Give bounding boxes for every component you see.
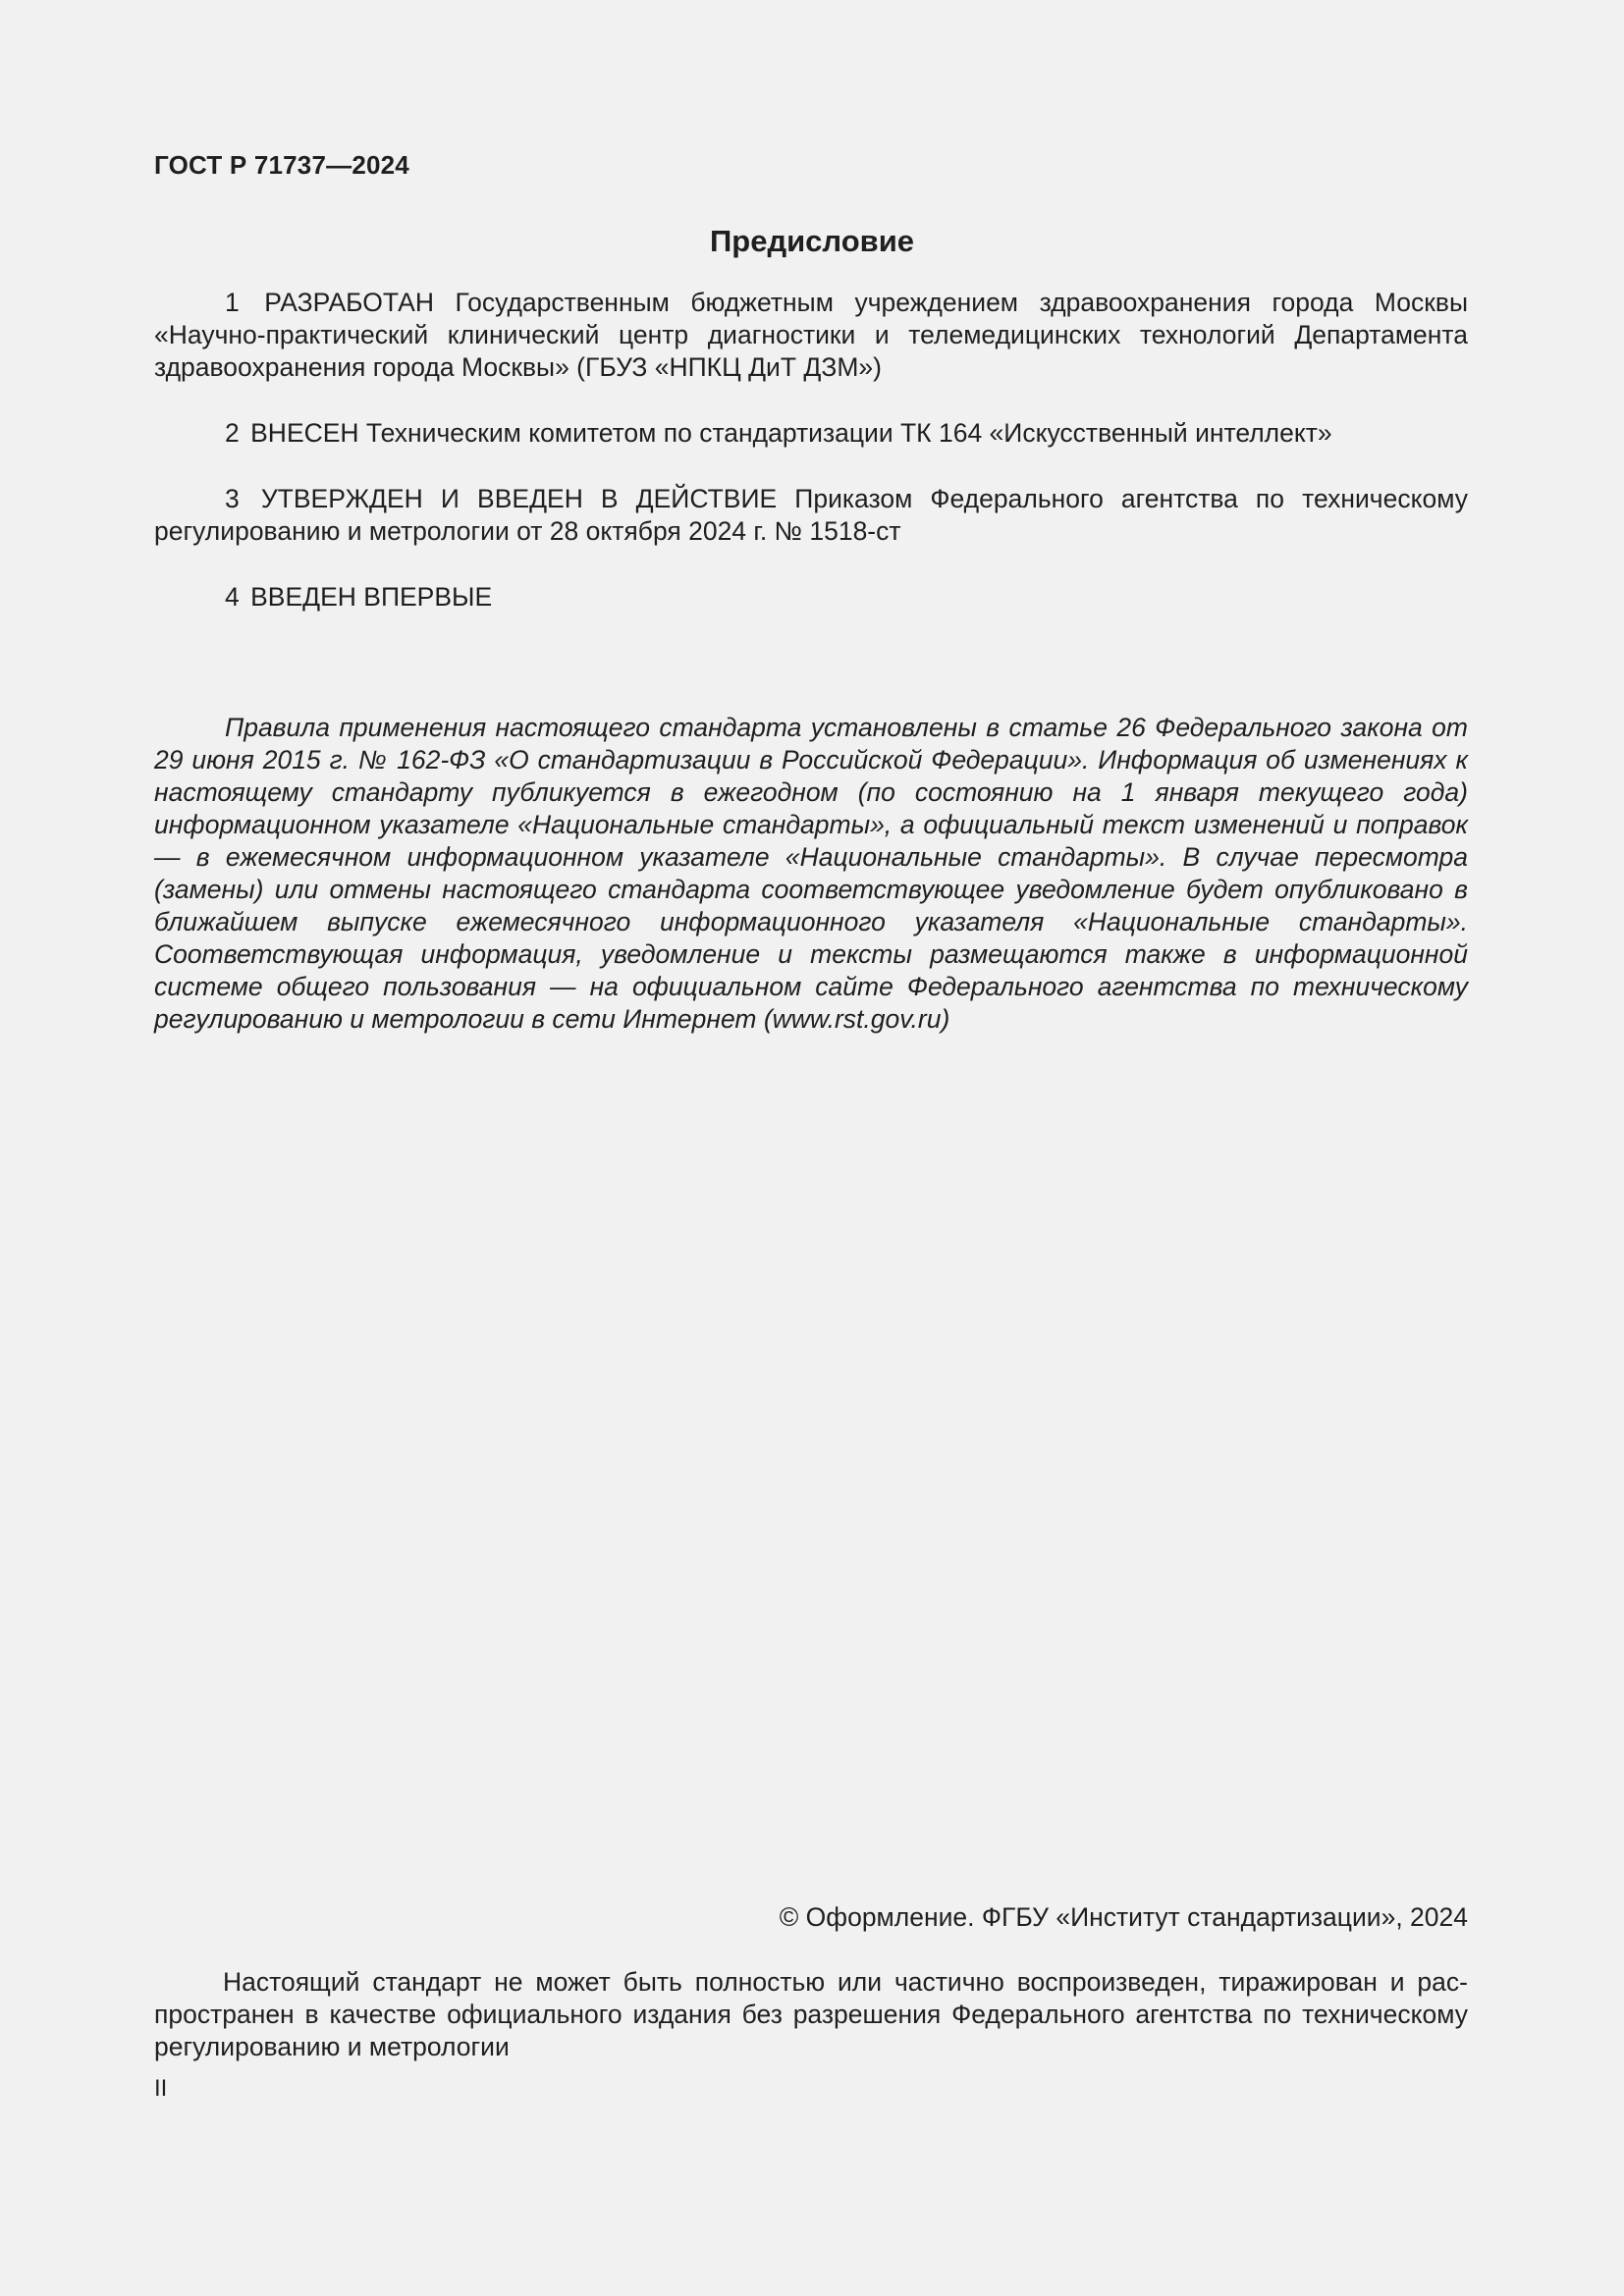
item-text: РАЗРАБОТАН Государственным бюджетным учреждением здравоохранения города Москвы «Научно-практический клинический центр диагностики и телемедицинских технологий Департамента здравоохранения города Москвы» (ГБУЗ «НПКЦ ДиТ ДЗМ») bbox=[154, 288, 1468, 382]
foreword-item-1 bbox=[154, 287, 1468, 384]
foreword-item-3 bbox=[154, 483, 1468, 548]
page-title: Предисловие bbox=[709, 224, 914, 258]
item-text: УТВЕРЖДЕН И ВВЕДЕН В ДЕЙСТВИЕ Приказом Федерального агентства по техническому регулированию и метрологии от 28 октября 2024 г. № 1518-ст bbox=[154, 484, 1468, 546]
item-number: 3 bbox=[225, 484, 240, 513]
copyright-notice: © Оформление. ФГБУ «Институт стандартизации», 2024 bbox=[779, 1902, 1468, 1932]
application-rules-note: Правила применения настоящего стандарта установлены в статье 26 Федерального закона от 29 июня 2015 г. № 162-ФЗ «О стандартизации в Российской Федерации». Информация об изменениях к настоящему стандарту публикуется в ежегодном (по состоянию на 1 января текущего года) информационном указателе «Национальные стандарты», а официальный текст изменений и поправок — в ежемесячном информационном указателе «Национальные стандарты». В случае пересмотра (замены) или отмены настоящего стандарта соответствующее уведомление будет опубликовано в ближайшем выпуске ежемесячного информационного указателя «Национальные стандарты». Соответствующая информация, уведомление и тексты размещаются также в информационной системе общего пользования — на официальном сайте Федерального агентства по техническому регулированию и метрологии в сети Интернет (www.rst.gov.ru) bbox=[154, 713, 1468, 1034]
item-number: 1 bbox=[225, 288, 240, 317]
foreword-item-4 bbox=[154, 581, 1468, 614]
item-text: ВВЕДЕН ВПЕРВЫЕ bbox=[250, 582, 493, 612]
item-text: ВНЕСЕН Техническим комитетом по стандартизации ТК 164 «Искусственный интеллект» bbox=[250, 418, 1332, 448]
standard-code: ГОСТ Р 71737—2024 bbox=[154, 150, 409, 180]
item-number: 2 bbox=[225, 418, 240, 448]
item-number: 4 bbox=[225, 582, 240, 612]
foreword-item-2 bbox=[154, 417, 1468, 450]
reproduction-rights-notice: Настоящий стандарт не может быть полностью или частично воспроизведен, тиражирован и распространен в качестве официального издания без разрешения Федерального агентства по техническому регулированию и метрологии bbox=[154, 1967, 1468, 2061]
page-number: II bbox=[154, 2075, 168, 2102]
